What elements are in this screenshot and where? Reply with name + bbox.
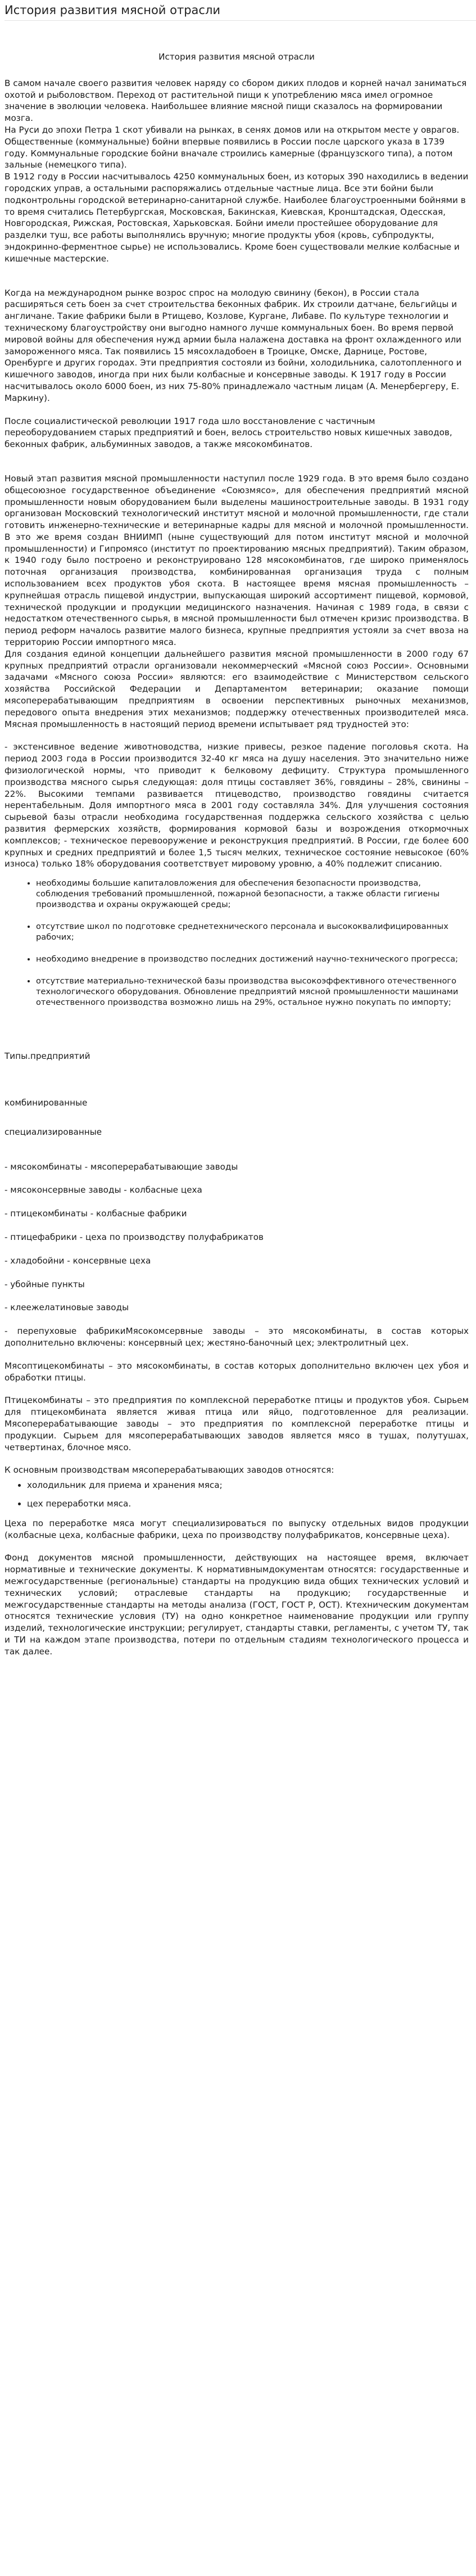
specialized-label: специализированные xyxy=(4,1126,102,1137)
list-item: • отсутствие школ по подготовке среднетехнического персонала и высококвалифицированных рабочих; xyxy=(36,921,469,942)
combined-label: комбинированные xyxy=(4,1098,88,1108)
bacon-paragraph: Когда на международном рынке возрос спрос на молодую свинину (бекон), в России стала расширяться сеть боен за счет строительства беконных фабрик. Их строили датчане, бельгийцы и англичане. Такие фабрики были в Ртищево, Козлове, Кургане, Либаве. По культуре технологии и техническому благоустройству они выгодно намного лучше коммунальных боен. Во время первой мировой войны для обеспечения нужд армии была налажена доставка на фронт охлажденного или замороженного мяса. Так появились 15 мясохладобоен в Троицке, Омске, Дарнице, Ростове, Оренбурге и других городах. Эти предприятия состояли из бойни, холодильника, салотопленного и кишечного заводов, иногда при них были колбасные и консервные заводы. К 1917 году в России насчитывалось около 6000 боен, из них 75-80% принадлежало частным лицам (А. Менербергеру, Е. Маркину). xyxy=(4,287,462,403)
closing-section xyxy=(4,1518,469,1658)
document-title: История развития мясной отрасли xyxy=(158,52,315,62)
documents-fund-paragraph: Фонд документов мясной промышленности, действующих на настоящее время, включает нормативные и технические документы. К нормативнымдокументам относятся: государственные и межгосударственные (региональные) стандарты на продукцию вида общих технических условий и технических условий; отраслевые стандарты на продукцию; государственные и межгосударственные стандарты на методы анализа (ГОСТ, ГОСТ Р, ОСТ). Ктехническим документам относятся технические условия (ТУ) на одно конкретное наименование продукции или группу изделий, технологические инструкции; регулирует, стандарты ставки, регламенты, с учетом ТУ, так и ТИ на каждом этапе производства, потери по отдельным стадиям технологического процесса и так далее. xyxy=(4,1553,469,1657)
canning-plants-paragraph: - перепуховые фабрикиМясокомсервные заводы – это мясокомбинаты, в состав которых дополнительно включены: консервный цех; жестяно-баночный цех; электролитный цех. xyxy=(4,1326,469,1348)
poultry-plants-paragraph: Птицекомбинаты – это предприятия по комплексной переработке птицы и продуктов убоя. Сырьем для птицекомбината является живая птица или яйцо, подготовленное для реализации. Мясоперерабатывающие заводы – это предприятия по комплексной переработке птицы и продукции. Сырьем для мясоперерабатывающих заводов является мясо в тушах, полутушах, четвертинах, блочное мясо. xyxy=(4,1395,469,1452)
intro-paragraph-1: В самом начале своего развития человек наряду со сбором диких плодов и корней начал заниматься охотой и рыболовством. Переход от растительной пищи к употреблению мяса имел огромное значение в эволюции человека. Наибольшее влияние мясной пищи сказалось на формировании мозга. xyxy=(4,78,467,124)
enterprise-descriptions xyxy=(4,1325,469,1476)
enterprise-types-heading: Типы.предприятий xyxy=(4,1051,90,1062)
year-1929-paragraph: Новый этап развития мясной промышленности наступил после 1929 года. В это время было создано общесоюзное государственное объединение «Союзмясо», для обеспечения предприятий мясной промышленности новым оборудованием были выделены машиностроительные заводы. В 1931 году организован Московский технологический институт мясной и молочной промышленности, где стали готовить инженерно-технические и ветеринарные кадры для мясной и молочной промышленности. В это же время создан ВНИИМП (ныне существующий для потом институт мясной и молочной промышленности) и Гипромясо (институт по проектированию мясных предприятий). Таким образом, к 1940 году было построено и реконструировано 128 мясокомбинатов, где широко применялось поточная организация производства, комбинированная организация труда с полным использованием всех продуктов убоя скота. В настоящее время мясная промышленность – крупнейшая отрасль пищевой индустрии, выпускающая широкий ассортимент пищевой, кормовой, технической продукции и продукции медицинского назначения. Начиная с 1989 года, в связи с недостатком отечественного сырья, в мясной промышленности был отмечен кризис производства. В период реформ началось развитие малого бизнеса, крупные предприятия устояли за счет ввоза на территорию России импортного мяса. xyxy=(4,473,469,648)
list-item: • отсутствие материально-технической базы производства высокоэффективного отечественного технологического оборудования. Обновление предприятий мясной промышленности машинами отечественного производства возможно лишь на 29%, остальное нужно покупать по импорту; xyxy=(36,976,469,1008)
poultry-meat-plants-paragraph: Мясоптицекомбинаты – это мясокомбинаты, в состав которых дополнительно включен цех убоя и обработки птицы. xyxy=(4,1360,469,1383)
modern-history-section xyxy=(4,473,469,870)
enterprise-categories xyxy=(4,1161,469,1314)
list-item: • необходимо внедрение в производство последних достижений научно-технического прогресса; xyxy=(36,954,469,964)
list-item: • цех переработки мяса. xyxy=(27,1498,469,1510)
needs-list xyxy=(4,878,469,1008)
list-item: - клеежелатиновые заводы xyxy=(4,1302,129,1313)
list-item: - мясокомбинаты - мясоперерабатывающие заводы xyxy=(4,1161,238,1172)
postrevolution-paragraph: После социалистической революции 1917 года шло восстановление с частичным переоборудованием старых предприятий и боен, велось строительство новых кишечных заводов, беконных фабрик, альбуминных заводов, а также мясокомбинатов. xyxy=(4,416,452,450)
list-item: - хладобойни - консервные цеха xyxy=(4,1255,151,1266)
main-units-list xyxy=(4,1479,469,1510)
list-item: - убойные пункты xyxy=(4,1279,85,1289)
main-units-intro: К основным производствам мясоперерабатывающих заводов относятся: xyxy=(4,1465,334,1476)
intro-section xyxy=(4,78,469,265)
list-item: • необходимы большие капиталовложения для обеспечения безопасности производства, соблюдения требований промышленной, пожарной безопасности, а также области гигиены производства и охраны окружающей среды; xyxy=(36,878,469,910)
list-item: • холодильник для приема и хранения мяса; xyxy=(27,1479,469,1491)
list-item: - мясоконсервные заводы - колбасные цеха xyxy=(4,1185,202,1195)
intro-paragraph-3: В 1912 году в России насчитывалось 4250 коммунальных боен, из которых 390 находились в ведении городских управ, а остальными распоряжались отдельные частные лица. Все эти бойни были подконтрольны городской ветеринарно-санитарной службе. Наиболее благоустроенными бойнями в то время считались Петербургская, Московская, Бакинская, Киевская, Кронштадская, Одесская, Новгородская, Рижская, Ростовская, Харьковская. Бойни имели простейшее оборудование для разделки туш, все работы выполнялись вручную; многие продукты убоя (кровь, субпродукты, эндокринно-ферментное сырье) не использовались. Кроме боен существовали мелкие колбасные и кишечные мастерские. xyxy=(4,172,469,264)
document-body xyxy=(4,51,469,1658)
intro-paragraph-2: На Руси до эпохи Петра 1 скот убивали на рынках, в сенях домов или на открытом месте у оврагов. Общественные (коммунальные) бойни впервые появились в России после царского указа в 1739 году. Коммунальные городские бойни вначале строились камерные (французского типа), а потом зальные (немецкого типа). xyxy=(4,124,460,170)
industry-problems-paragraph: - экстенсивное ведение животноводства, низкие привесы, резкое падение поголовья скота. На период 2003 года в России производится 32-40 кг мяса на душу населения. Это значительно ниже физиологической нормы, что приводит к белковому дефициту. Структура промышленного производства мясного сырья следующая: доля птицы составляет 36%, говядины – 28%, свинины – 22%. Высокими темпами развивается птицеводство, производство говядины считается нерентабельным. Доля импортного мяса в 2001 году составляла 34%. Для улучшения состояния сырьевой базы отрасли необходима государственная поддержка сельского хозяйства с целью развития фермерских хозяйств, формирования кормовой базы и возрождения откормочных комплексов; - техническое перевооружение и реконструкция предприятий. В России, где более 600 крупных и средних предприятий и более 1,5 тысяч мелких, техническое состояние невысокое (60% износа) только 18% оборудования соответствует мировому уровню, а 40% подлежит списанию. xyxy=(4,742,469,869)
list-item: - птицекомбинаты - колбасные фабрики xyxy=(4,1208,187,1219)
meat-union-paragraph: Для создания единой концепции дальнейшего развития мясной промышленности в 2000 году 67 крупных предприятий отрасли организовали некоммерческий «Мясной союз России». Основными задачами «Мясного союза России» являются: его взаимодействие с Министерством сельского хозяйства Российской Федерации и Департаментом ветеринарии; оказание помощи мясоперерабатывающим предприятиям в освоении перспективных рыночных механизмов, передового опыта внедрения этих механизмов; поддержку отечественных производителей мяса. Мясная промышленность в настоящий период времени испытывает ряд трудностей это: xyxy=(4,648,469,729)
processing-shops-paragraph: Цеха по переработке мяса могут специализироваться по выпуску отдельных видов продукции (колбасные цеха, колбасные фабрики, цеха по производству полуфабрикатов, консервные цеха). xyxy=(4,1518,469,1540)
page-header-title: История развития мясной отрасли xyxy=(4,0,476,21)
list-item: - птицефабрики - цеха по производству полуфабрикатов xyxy=(4,1231,264,1242)
